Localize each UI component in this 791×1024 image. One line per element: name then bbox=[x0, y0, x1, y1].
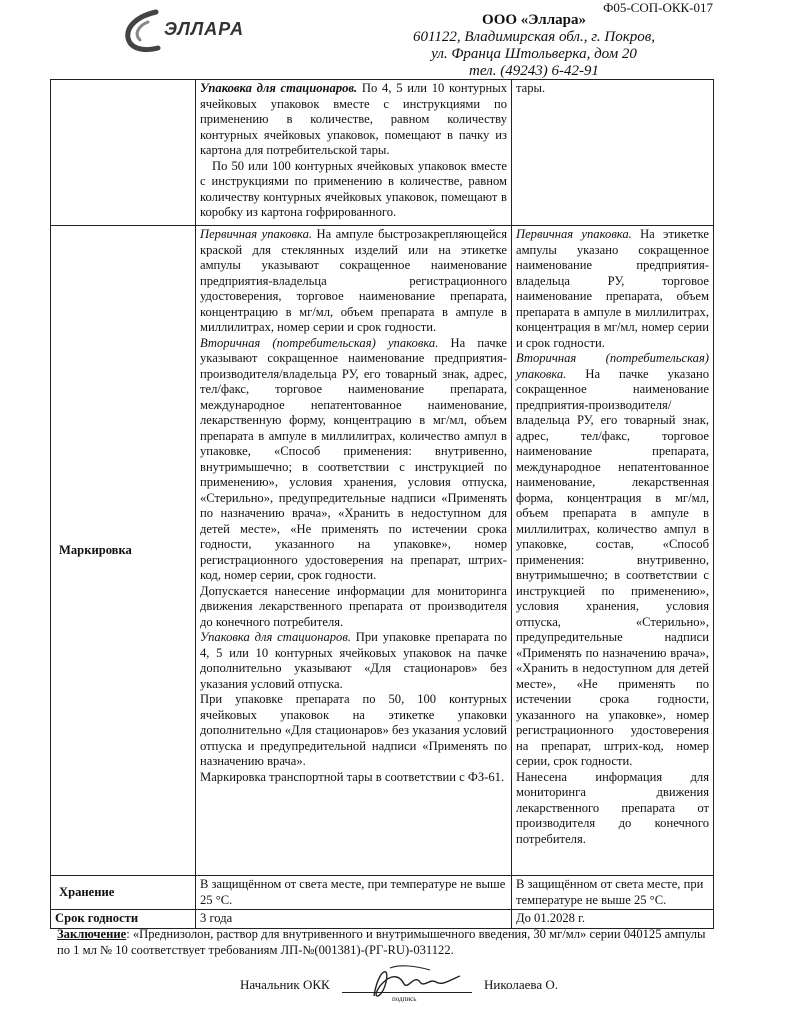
packaging-spec-p1-text: По 4, 5 или 10 контурных ячейковых упаковок вместе с инструкциями по применению в количестве, равном количеству контурных ячейковых упаковок, помещают в пачку из картона для потребительской тары. bbox=[200, 81, 507, 157]
marking-spec-hospital-text: При упаковке препарата по 4, 5 или 10 контурных ячейковых упаковок на пачке дополнительно указывают «Для стационаров» без указания условий отпуска. bbox=[200, 630, 507, 691]
packaging-result-cell: тары. bbox=[512, 80, 714, 226]
marking-spec-transport: Маркировка транспортной тары в соответствии с ФЗ-61. bbox=[200, 769, 505, 784]
signature-caption: подпись bbox=[392, 995, 417, 1003]
marking-result-secondary bbox=[516, 351, 709, 770]
packaging-spec-cell bbox=[196, 80, 512, 226]
marking-result-primary-text: На этикетке ампулы указано сокращенное наименование предприятия-владельца РУ, торговое наименование препарата, объем препарата в ампуле в миллилитрах, концентрация в мг/мл, номер серии и срок годности. bbox=[516, 227, 709, 350]
marking-spec-hospital-p2: При упаковке препарата по 50, 100 контурных ячейковых упаковок на этикетке упаковки дополнительно «Для стационаров» без указания условий отпуска и предупредительной надписи «Применять по назначению врача». bbox=[200, 692, 507, 768]
company-name: ООО «Эллара» bbox=[482, 12, 586, 28]
marking-result-cell bbox=[512, 226, 714, 876]
packaging-spec-p2: По 50 или 100 контурных ячейковых упаковок вместе с инструкциями по применению в количестве, равном количеству контурных ячейковых упаковок, помещают в коробку из картона гофрированного. bbox=[200, 158, 507, 219]
company-logo bbox=[118, 8, 278, 54]
marking-spec-monitoring: Допускается нанесение информации для мониторинга движения лекарственного препарата от производителя до конечного потребителя. bbox=[200, 583, 507, 629]
storage-label: Хранение bbox=[51, 876, 196, 910]
address-line1: 601122, Владимирская обл., г. Покров, bbox=[413, 29, 655, 45]
table-row-marking bbox=[51, 226, 714, 876]
table-row-storage bbox=[51, 876, 714, 910]
signature-line bbox=[342, 992, 472, 993]
marking-spec-secondary-text: На пачке указывают сокращенное наименование предприятия-производителя/владельца РУ, его товарный знак, адрес, тел/факс, торговое наименование препарата, международное непатентованное наименование, лекарственную форму, концентрацию в мг/мл, объем препарата в ампуле в миллилитрах, количество ампул в упаковке, «Способ применения: внутривенно, внутримышечно; в соответствии с инструкцией по применению», условия хранения, условия отпуска, «Стерильно», предупредительные надписи «Применять по назначению врача», «Хранить в недоступном для детей месте», «Не применять по истечении срока годности, указанного на упаковке», номер регистрационного удостоверения на препарат, штрих-код, номер серии, срок годности. bbox=[200, 335, 507, 582]
marking-spec-primary-title: Первичная упаковка. bbox=[200, 227, 313, 241]
company-block bbox=[384, 12, 684, 80]
shelf-life-spec-cell: 3 года bbox=[196, 910, 512, 929]
signer-position: Начальник ОКК bbox=[240, 977, 330, 992]
conclusion-text: : «Преднизолон, раствор для внутривенного и внутримышечного введения, 30 мг/мл» серии 040125 ампулы по 1 мл № 10 соответствует требованиям ЛП-№(001381)-(РГ-RU)-031122. bbox=[57, 927, 706, 957]
logo-text: ЭЛЛАРА bbox=[164, 19, 245, 39]
marking-result-primary bbox=[516, 227, 709, 351]
shelf-life-label: Срок годности bbox=[51, 910, 196, 929]
conclusion-label: Заключение bbox=[57, 927, 127, 941]
signer-name: Николаева О. bbox=[484, 977, 558, 992]
marking-spec-primary-text: На ампуле быстрозакрепляющейся краской для стеклянных изделий или на этикетке ампулы указывают сокращенное наименование предприятия-владельца регистрационного удостоверения, торговое наименование препарата, концентрацию в мг/мл, объем препарата в ампуле в миллилитрах, номер серии и срок годности. bbox=[200, 227, 507, 334]
signature-block bbox=[240, 974, 600, 1018]
packaging-spec-p1 bbox=[200, 81, 507, 159]
marking-spec-cell bbox=[196, 226, 512, 876]
marking-spec-secondary-title: Вторичная (потребительская) упаковка. bbox=[200, 335, 439, 350]
doc-code: Ф05-СОП-ОКК-017 bbox=[603, 0, 713, 15]
marking-spec-hospital bbox=[200, 630, 507, 692]
address-line2: ул. Франца Штольверка, дом 20 bbox=[431, 46, 637, 62]
spec-table bbox=[50, 79, 714, 929]
marking-spec-hospital-title: Упаковка для стационаров. bbox=[200, 630, 351, 644]
marking-spec-primary bbox=[200, 227, 507, 336]
conclusion bbox=[57, 926, 717, 958]
marking-result-secondary-title: Вторичная (потребительская) упаковка. bbox=[516, 351, 709, 381]
shelf-life-result-cell: До 01.2028 г. bbox=[512, 910, 714, 929]
marking-result-secondary-text: На пачке указано сокращенное наименование предприятия-производителя/владельца РУ, его товарный знак, адрес, тел/факс, торговое наименование препарата, международное непатентованное наименование, лекарственная форма, концентрация в мг/мл, объем препарата в ампуле в миллилитрах, количество ампул в упаковке, состав, «Способ применения: внутривенно, внутримышечно; в соответствии с инструкцией по применению», условия хранения, условия отпуска, «Стерильно», предупредительные надписи «Применять по назначению врача», «Хранить в недоступном для детей месте», «Не применять по истечении срока годности, указанного на упаковке», номер регистрационного удостоверения на препарат, штрих-код, номер серии, срок годности. bbox=[516, 366, 709, 768]
marking-result-primary-title: Первичная упаковка. bbox=[516, 227, 632, 241]
marking-result-monitoring: Нанесена информация для мониторинга движения лекарственного препарата от производителя до конечного потребителя. bbox=[516, 769, 709, 846]
table-row-packaging bbox=[51, 80, 714, 226]
storage-spec-cell: В защищённом от света месте, при температуре не выше 25 °С. bbox=[196, 876, 512, 910]
packaging-label-cell bbox=[51, 80, 196, 226]
storage-result-cell: В защищённом от света месте, при температуре не выше 25 °С. bbox=[512, 876, 714, 910]
packaging-spec-title: Упаковка для стационаров. bbox=[200, 81, 358, 95]
marking-label: Маркировка bbox=[51, 226, 196, 876]
marking-spec-secondary bbox=[200, 336, 507, 584]
company-phone: тел. (49243) 6-42-91 bbox=[469, 63, 599, 79]
